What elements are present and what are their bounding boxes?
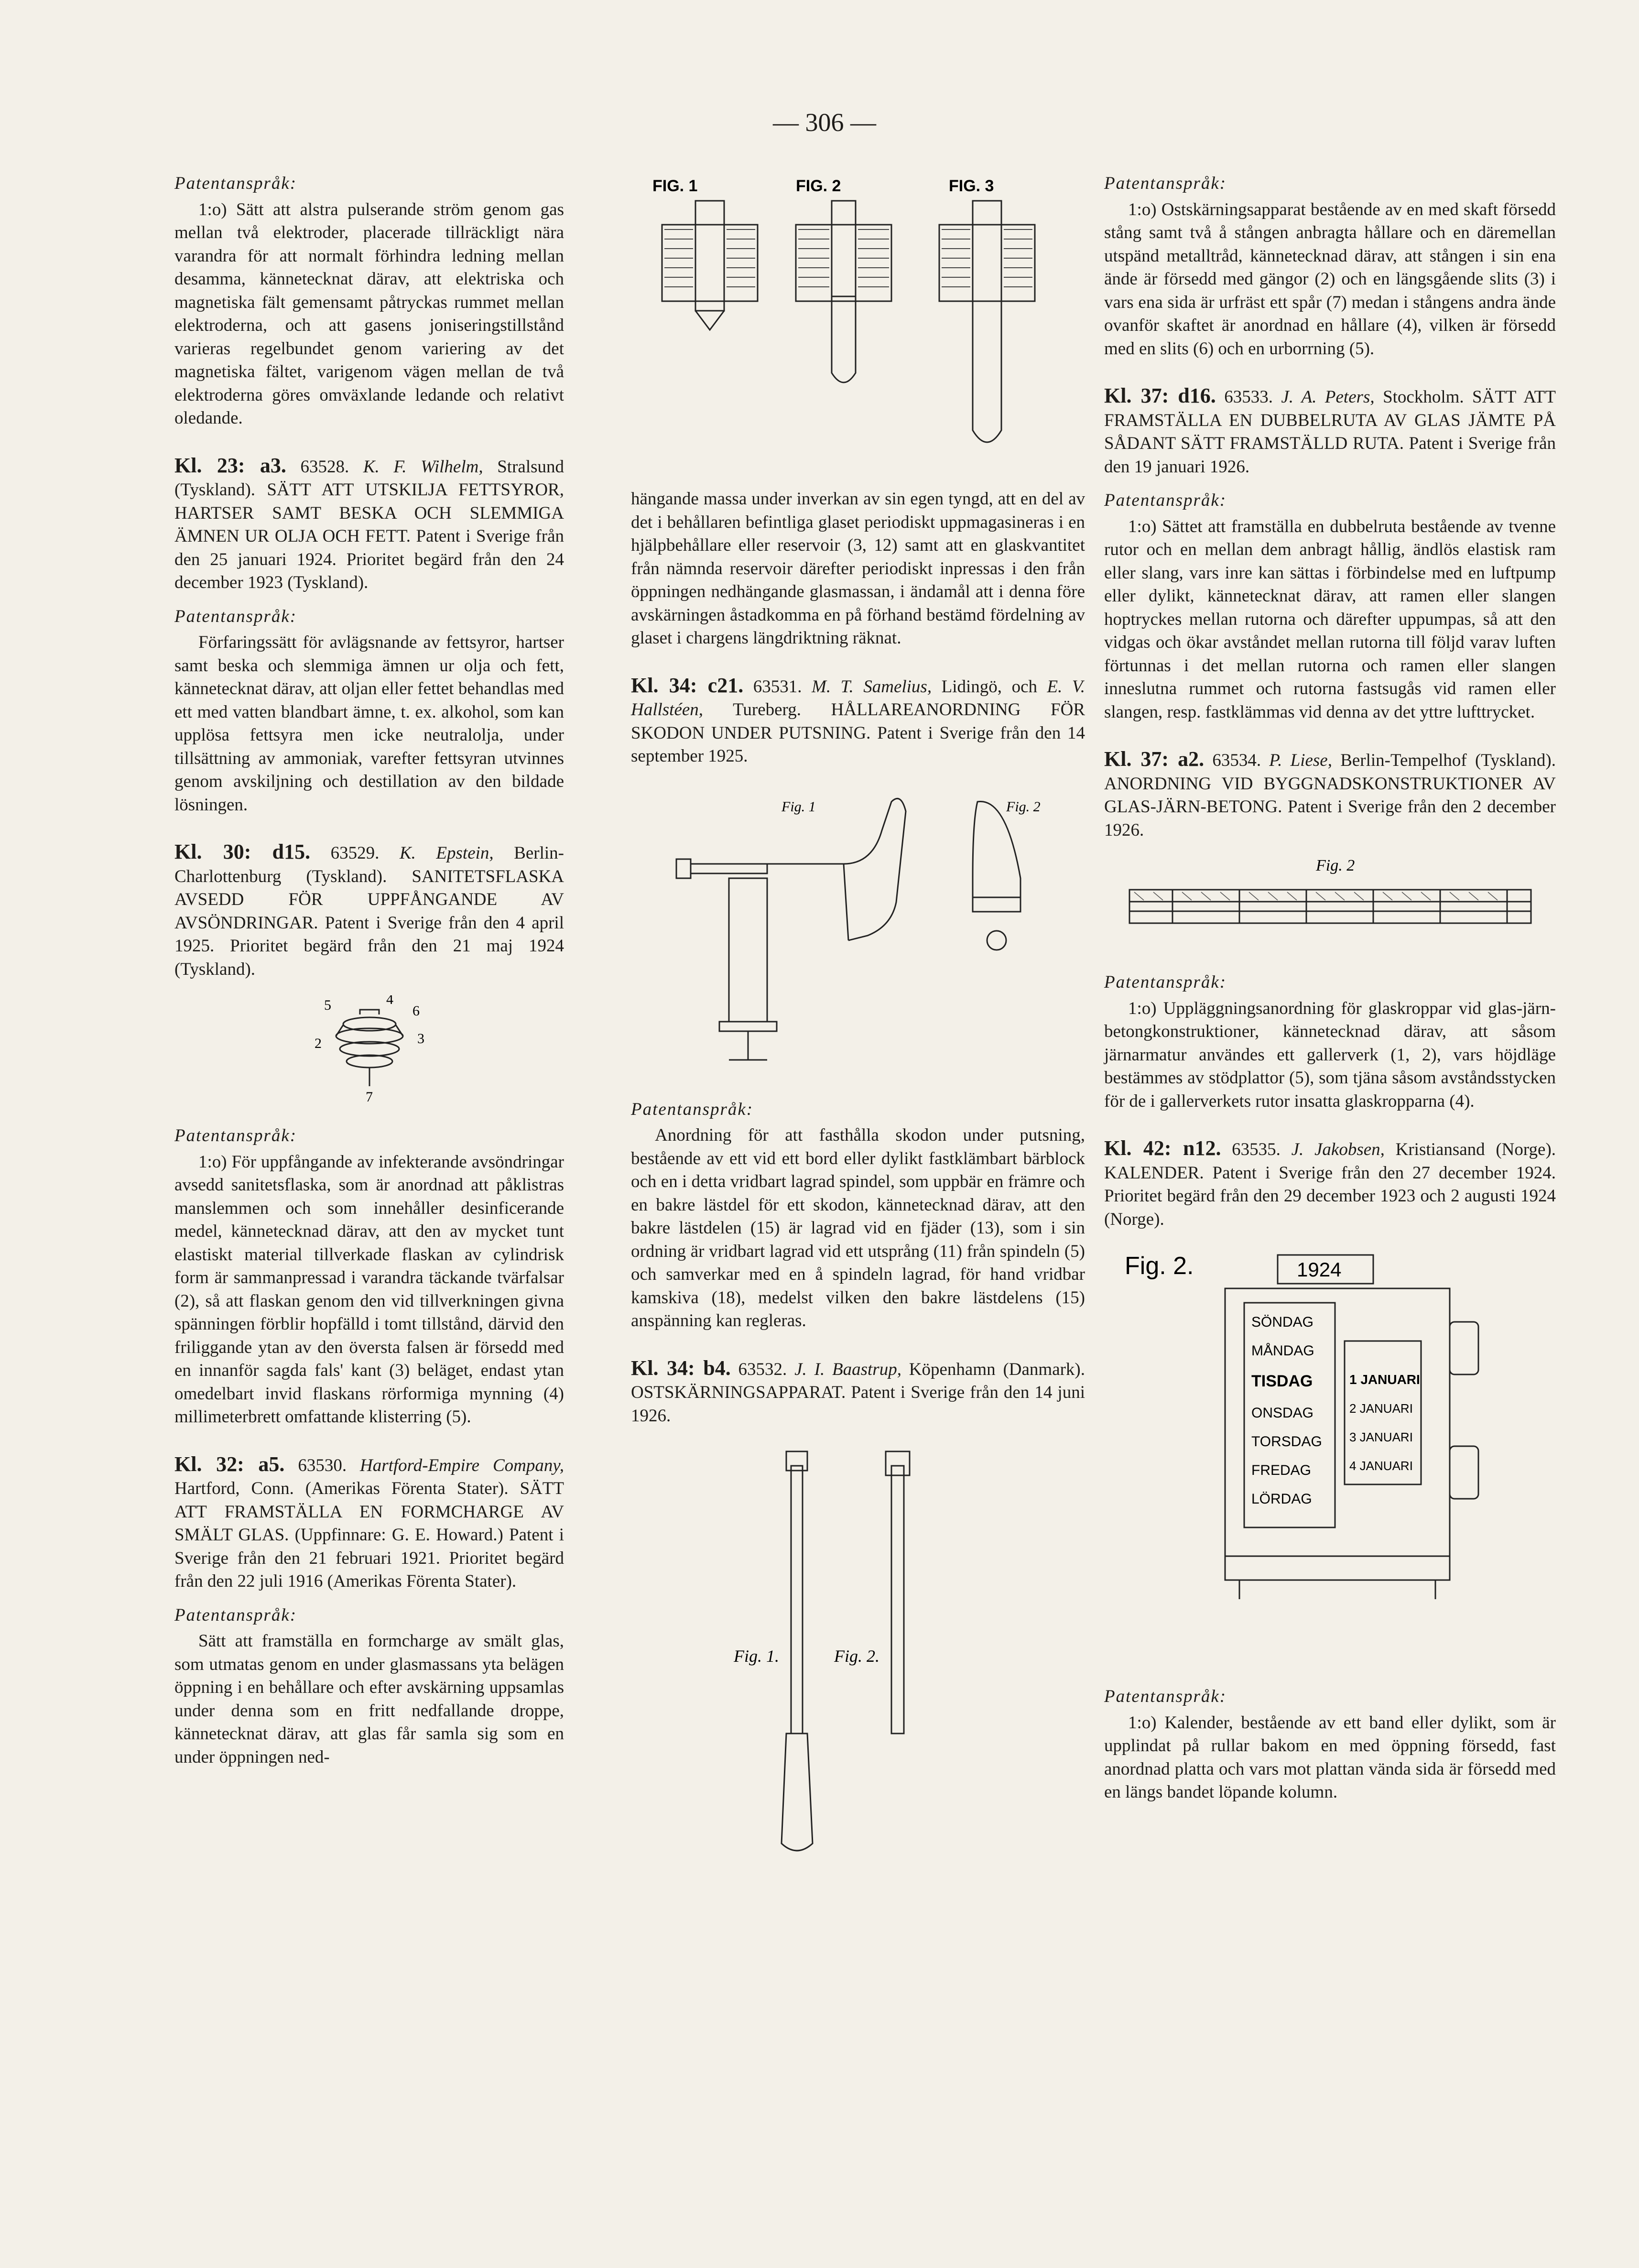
calendar-date: 2 JANUARI (1349, 1401, 1413, 1416)
patent-details: Berlin-Charlottenburg (Tyskland). SANITETSFLASKA AVSEDD FÖR UPPFÅNGANDE AV AVSÖNDRINGAR. Patent i Sverige från den 4 april 1925. Prioritet begärd från den 21 maj 1924 (Tyskland). (174, 843, 564, 979)
patent-class: Kl. 23: a3. (174, 453, 286, 477)
shoe-holder-drawing (643, 783, 1073, 1079)
claim-text: Sätt att framställa en formcharge av smält glas, som utmatas genom en under glasmassans yta belägen öppning i en behållare och efter avskärning uppsamlas under denna som en fritt nedfallande droppe, kännetecknat därav, att glas får samla sig som en under öppningen ned- (174, 1631, 564, 1767)
calendar-date: 1 JANUARI (1349, 1372, 1420, 1387)
calendar-day: FREDAG (1251, 1462, 1311, 1478)
patent-class: Kl. 37: d16. (1104, 384, 1216, 407)
patent-class: Kl. 30: d15. (174, 840, 311, 863)
patent-entry-63528 (174, 454, 564, 595)
claim-heading: Patentanspråk: (1104, 174, 1227, 193)
patent-entry-63535 (1104, 1137, 1556, 1231)
patent-entry-63529 (174, 840, 564, 981)
patent-applicant: K. F. Wilhelm, (363, 457, 483, 477)
fig-label: FIG. 3 (949, 177, 994, 195)
patent-number: 63528. (300, 457, 349, 477)
patent-applicant: K. Epstein, (399, 843, 494, 863)
glass-charge-drawing (643, 172, 1073, 469)
patent-applicant: J. I. Baastrup, (794, 1359, 901, 1379)
claim-text: 1:o) Kalender, bestående av ett band eller dylikt, som är upplindat på rullar bakom en med öppning försedd, fast anordnad platta och vars mot plattan vända sida är försedd med en längs bandet löpande kolumn. (1104, 1712, 1556, 1802)
column-2 (631, 172, 1085, 1882)
patent-class: Kl. 37: a2. (1104, 747, 1205, 771)
patent-applicant: J. Jakobsen, (1291, 1140, 1385, 1159)
patent-number: 63533. (1224, 387, 1273, 407)
calendar-day: LÖRDAG (1251, 1491, 1312, 1507)
fig-title: Fig. 2 (1315, 857, 1355, 874)
shoe-holder-figures (643, 783, 1073, 1079)
calendar-day: TORSDAG (1251, 1434, 1322, 1450)
claim-heading: Patentanspråk: (174, 1126, 297, 1145)
claim-text: 1:o) För uppfångande av infekterande avsöndringar avsedd sanitetsflaska, som är anordnad att påklistras manslemmen och som innehåller desinficerande medel, kännetecknad därav, att den av mycket tunt elastiskt material tillverkade flaskan av cylindrisk form är sammanpressad i varandra täckande tvärfalsar (2), så att flaskan genom den vid tillverkningen givna spänningen förblir hopfälld i tomt tillstånd, därvid den friliggande ytan av den översta falsen är försedd med en innanför sagda fals' kant (3) beläget, endast ytan omedelbart invid flaskans rörformiga mynning (4) millimeterbrett omfattande klisterring (5). (174, 1152, 564, 1427)
patent-number: 63530. (298, 1455, 347, 1475)
calendar-day: ONSDAG (1251, 1405, 1313, 1421)
claim-text: 1:o) Ostskärningsapparat bestående av en med skaft försedd stång samt två å stången anbragta hållare och en däremellan utspänd metalltråd, kännetecknad därav, att stången i sin ena ände är försedd med gängor (2) och en längsgående slits (3) i vars ena sida är urfräst ett spår (7) medan i stångens andra ände ovanför skaftet är anordnad en hållare (4), vilken är försedd med en slits (6) och en urborrning (5). (1104, 199, 1556, 359)
patent-class: Kl. 32: a5. (174, 1452, 285, 1476)
patent-entry-63531 (631, 674, 1085, 768)
claim-heading: Patentanspråk: (174, 1605, 297, 1625)
patent-entry-63530 (174, 1453, 564, 1593)
patent-applicant: J. A. Peters, (1281, 387, 1375, 407)
claim-heading: Patentanspråk: (1104, 972, 1227, 992)
glass-charge-figures (643, 172, 1073, 469)
calendar-date: 3 JANUARI (1349, 1430, 1413, 1444)
patent-applicant: E. V. Hallstéen, (631, 676, 1085, 720)
glass-concrete-figure (1115, 856, 1545, 952)
patent-entry-63534 (1104, 748, 1556, 842)
claim-text: 1:o) Sättet att framställa en dubbelruta bestående av tvenne rutor och en mellan dem anbragt hållig, ändlös elastisk ram eller slang, vars inre kan sättas i förbindelse med en luftpump eller dylikt, kännetecknat därav, att ramen eller slangen hoptryckes mellan rutorna och därefter uppumpas, så att den vidgas och ökar avståndet mellan rutorna till följd varav luften förtunnas i det mellan rutorna och ramen eller slangen inneslutna rummet och rutorna fastsugås vid ramen eller slangen, resp. fastklämmas vid denna av det yttre lufttrycket. (1104, 516, 1556, 722)
fig-label: Fig. 1 (782, 798, 816, 815)
patent-class: Kl. 42: n12. (1104, 1136, 1221, 1160)
claim-text: Förfaringssätt för avlägsnande av fettsyror, hartser samt beska och slemmiga ämnen ur olja och fett, kännetecknat därav, att oljan eller fettet behandlas med ett med vatten blandbart ämne, t. ex. alkohol, som kan upplösa fettsyra men icke neutralolja, under tillsättning av ammoniak, varefter fettsyran utvinnes genom avskiljning och destillation av den bildade lösningen. (174, 632, 564, 815)
fig-label: 3 (417, 1031, 424, 1047)
patent-entry-63532 (631, 1357, 1085, 1428)
calendar-figure (1115, 1245, 1545, 1666)
claim-text: Anordning för att fasthålla skodon under putsning, bestående av ett vid ett bord eller dylikt fastklämbart bärblock och en i detta vridbart lagrad spindel, som uppbär en främre och en bakre lästdel för ett skodon, kännetecknad därav, att den bakre lästdelen (15) är lagrad vid en fjäder (13), som i sin ordning är vridbart lagrad vid ett utsprång (11) från spindeln (5) och samverkar med en å spindeln lagrad, för hand vridbar kamskiva (18), medelst vilken den bakre lästdelens (15) anspänning kan regleras. (631, 1125, 1085, 1330)
patent-number: 63529. (330, 843, 380, 863)
patent-details: Stralsund (Tyskland). SÄTT ATT UTSKILJA FETTSYROR, HARTSER SAMT BESKA OCH SLEMMIGA ÄMNEN UR OLJA OCH FETT. Patent i Sverige från den 25 januari 1924. Prioritet begärd från den 24 december 1923 (Tyskland). (174, 457, 564, 592)
sanitary-flask-figure (298, 995, 441, 1105)
fig-label: Fig. 2. (834, 1646, 879, 1666)
calendar-day: SÖNDAG (1251, 1314, 1313, 1330)
patent-applicant: M. T. Samelius, (812, 676, 932, 697)
calendar-day: MÅNDAG (1251, 1343, 1314, 1359)
cheese-cutter-figures (715, 1442, 1001, 1863)
patent-applicant: Hartford-Empire Company, (359, 1455, 564, 1475)
patent-number: 63531. (753, 676, 802, 697)
calendar-day: TISDAG (1251, 1372, 1313, 1390)
fig-title: Fig. 2. (1124, 1252, 1194, 1280)
column-3 (1104, 172, 1556, 1804)
patent-number: 63535. (1232, 1140, 1281, 1159)
fig-label: 4 (386, 995, 393, 1007)
column-1 (174, 172, 564, 1769)
patent-details: Köpenhamn (Danmark). OSTSKÄRNINGSAPPARAT. Patent i Sverige från den 14 juni 1926. (631, 1359, 1085, 1426)
fig-label: Fig. 1. (734, 1646, 779, 1666)
patent-number: 63534. (1212, 751, 1261, 770)
fig-label: 5 (324, 997, 331, 1013)
patent-details: Hartford, Conn. (Amerikas Förenta Stater). SÄTT ATT FRAMSTÄLLA EN FORMCHARGE AV SMÄLT GLAS. (Uppfinnare: G. E. Howard.) Patent i Sverige från den 21 februari 1921. Prioritet begärd från den 22 juli 1916 (Amerikas Förenta Stater). (174, 1479, 564, 1591)
patent-details: Tureberg. HÅLLAREANORDNING FÖR SKODON UNDER PUTSNING. Patent i Sverige från den 14 september 1925. (631, 700, 1085, 766)
cheese-cutter-drawing (715, 1442, 1001, 1863)
patent-location: Lidingö, och (941, 676, 1037, 697)
claim-heading: Patentanspråk: (174, 174, 297, 193)
fig-label: FIG. 1 (652, 177, 698, 195)
calendar-drawing (1115, 1245, 1545, 1666)
patent-details: Kristiansand (Norge). KALENDER. Patent i Sverige från den 27 december 1924. Prioritet begärd från den 29 december 1923 och 2 augusti 1924 (Norge). (1104, 1140, 1556, 1229)
patent-number: 63532. (738, 1359, 787, 1379)
calendar-date: 4 JANUARI (1349, 1459, 1413, 1473)
fig-label: FIG. 2 (796, 177, 841, 195)
glass-concrete-drawing (1115, 856, 1545, 952)
fig-label: Fig. 2 (1006, 798, 1041, 815)
patent-details: Stockholm. SÄTT ATT FRAMSTÄLLA EN DUBBELRUTA AV GLAS JÄMTE PÅ SÅDANT SÄTT FRAMSTÄLLD RUTA. Patent i Sverige från den 19 januari 1926. (1104, 387, 1556, 477)
patent-entry-63533 (1104, 384, 1556, 479)
claim-text: 1:o) Sätt att alstra pulserande ström genom gas mellan två elektroder, placerade tillräckligt nära varandra för att normalt förhindra ledning mellan desamma, kännetecknat därav, att elektriska och magnetiska fält gemensamt påtryckas rummet mellan elektroderna, och att gasens joniseringstillstånd varieras regelbundet genom variering av det magnetiska fältet, varigenom vägen mellan de två elektroderna göres omväxlande ledande och relativt oledande. (174, 199, 564, 428)
claim-heading: Patentanspråk: (1104, 491, 1227, 510)
claim-text: 1:o) Uppläggningsanordning för glaskroppar vid glas-järn-betongkonstruktioner, kännetecknad därav, att såsom järnarmatur användes ett gallerverk (1, 2), vars höjdläge bestämmes av stödplattor (5), som tjäna såsom avståndsstycken för de i gallerverkets rutor insatta glaskropparna (4). (1104, 998, 1556, 1111)
patent-class: Kl. 34: b4. (631, 1356, 731, 1380)
claim-heading: Patentanspråk: (174, 606, 297, 626)
claim-text: hängande massa under inverkan av sin egen tyngd, att en del av det i behållaren befintliga glaset periodiskt uppmagasineras i en hjälpbehållare eller reservoir (3, 12) samt att en glaskvantitet från nämnda reservoir därefter periodiskt inpressas i den från öppningen nedhängande glasmassan, i ändamål att i denna före avskärningen åstadkomma en på förhand bestämd fördelning av glaset i chargens längdriktning räknat. (631, 489, 1085, 648)
calendar-year: 1924 (1296, 1258, 1341, 1281)
patent-applicant: P. Liese, (1269, 751, 1332, 770)
page-number: — 306 — (773, 108, 876, 137)
patent-class: Kl. 34: c21. (631, 673, 744, 697)
fig-label: 2 (314, 1036, 322, 1051)
fig-label: 7 (365, 1089, 373, 1105)
claim-heading: Patentanspråk: (631, 1099, 754, 1119)
patent-details: Berlin-Tempelhof (Tyskland). ANORDNING VID BYGGNADSKONSTRUKTIONER AV GLAS-JÄRN-BETONG. Patent i Sverige från den 2 december 1926. (1104, 751, 1556, 840)
claim-heading: Patentanspråk: (1104, 1687, 1227, 1706)
sanitary-flask-drawing (298, 995, 441, 1105)
fig-label: 6 (412, 1003, 420, 1019)
